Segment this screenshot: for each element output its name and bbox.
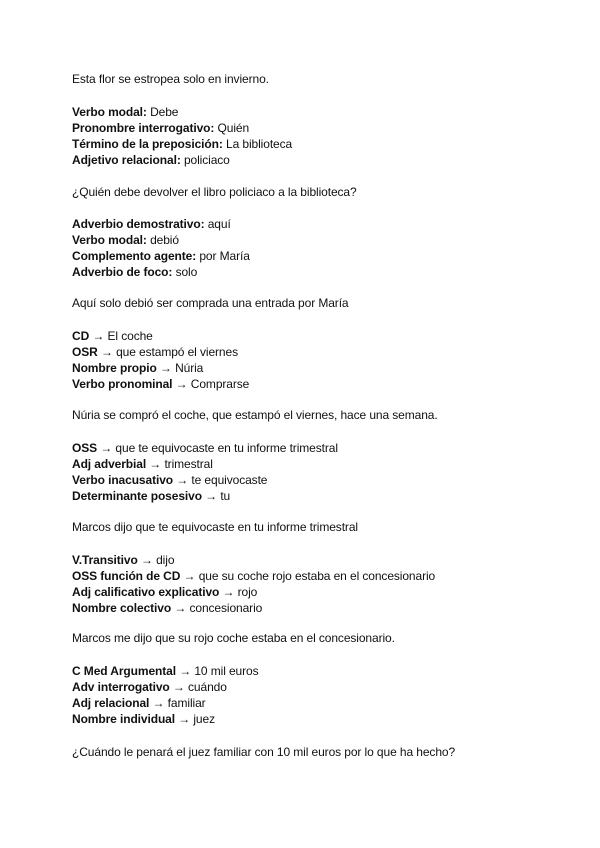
term-value: cuándo (188, 680, 227, 694)
analysis-line (72, 264, 197, 280)
analysis-line (72, 568, 435, 584)
analysis-line (72, 552, 174, 568)
term-label: Verbo modal (72, 105, 143, 119)
term-value: Núria (175, 361, 204, 375)
term-value: que su coche rojo estaba en el concesionario (198, 569, 436, 583)
term-label: Adj adverbial (72, 457, 147, 471)
term-label: Verbo inacusativo (72, 473, 174, 487)
term-separator: : (168, 265, 176, 279)
term-value: Comprarse (190, 377, 250, 391)
term-separator: : (142, 105, 151, 119)
term-separator: → (137, 553, 157, 567)
term-value: 10 mil euros (194, 664, 259, 678)
analysis-line (72, 152, 230, 168)
term-separator: → (97, 441, 116, 455)
term-value: policiaco (183, 153, 230, 167)
term-label: Verbo modal (72, 233, 143, 247)
term-label: Determinante posesivo (72, 489, 202, 503)
analysis-line (72, 104, 178, 120)
term-separator: : (192, 249, 200, 263)
analysis-line (72, 344, 238, 360)
term-separator: → (156, 361, 176, 375)
term-separator: → (172, 377, 191, 391)
term-value: rojo (237, 585, 258, 599)
term-value: familiar (167, 696, 206, 710)
term-value: te equivocaste (191, 473, 268, 487)
example-sentence: Núria se compró el coche, que estampó el viernes, hace una semana. (72, 408, 438, 422)
term-label: Adverbio de foco (72, 265, 169, 279)
term-separator: → (146, 457, 165, 471)
term-label: Pronombre interrogativo (72, 121, 211, 135)
term-separator: : (210, 121, 218, 135)
analysis-line (72, 248, 250, 264)
term-separator: → (180, 569, 199, 583)
analysis-line (72, 376, 249, 392)
term-label: Adv interrogativo (72, 680, 170, 694)
analysis-line (72, 216, 231, 232)
analysis-line (72, 328, 153, 344)
term-label: Complemento agente (72, 249, 193, 263)
term-label: Adjetivo relacional (72, 153, 177, 167)
analysis-line (72, 679, 227, 695)
term-value: que estampó el viernes (116, 345, 238, 359)
term-label: Término de la preposición (72, 137, 219, 151)
term-value: solo (175, 265, 198, 279)
term-value: Quién (217, 121, 250, 135)
term-value: juez (193, 712, 215, 726)
term-value: que te equivocaste en tu informe trimestral (115, 441, 338, 455)
term-separator: → (174, 712, 194, 726)
term-separator: → (175, 664, 195, 678)
term-value: Debe (150, 105, 179, 119)
term-label: OSS función de CD (72, 569, 181, 583)
term-label: Verbo pronominal (72, 377, 173, 391)
analysis-line (72, 584, 257, 600)
term-separator: : (142, 233, 151, 247)
analysis-line (72, 488, 230, 504)
example-sentence: Aquí solo debió ser comprada una entrada por María (72, 296, 349, 310)
analysis-line (72, 456, 213, 472)
term-separator: : (200, 217, 208, 231)
term-value: aquí (207, 217, 231, 231)
term-label: Adj calificativo explicativo (72, 585, 220, 599)
analysis-line (72, 360, 203, 376)
term-label: Adverbio demostrativo (72, 217, 201, 231)
example-sentence: ¿Quién debe devolver el libro policiaco a la biblioteca? (72, 185, 357, 199)
term-separator: → (201, 489, 221, 503)
analysis-line (72, 663, 259, 679)
term-value: por María (199, 249, 250, 263)
term-value: El coche (107, 329, 153, 343)
term-value: tu (220, 489, 231, 503)
example-sentence: ¿Cuándo le penará el juez familiar con 10 mil euros por lo que ha hecho? (72, 745, 456, 759)
term-label: OSR (72, 345, 98, 359)
term-label: OSS (72, 441, 98, 455)
term-separator: → (171, 601, 190, 615)
analysis-line (72, 472, 267, 488)
term-label: Nombre colectivo (72, 601, 172, 615)
analysis-line (72, 136, 292, 152)
term-label: Nombre propio (72, 361, 157, 375)
analysis-line (72, 232, 179, 248)
term-label: V.Transitivo (72, 553, 138, 567)
term-separator: → (219, 585, 238, 599)
term-label: CD (72, 329, 90, 343)
term-value: concesionario (189, 601, 263, 615)
term-label: Adj relacional (72, 696, 150, 710)
example-sentence: Marcos me dijo que su rojo coche estaba en el concesionario. (72, 631, 395, 645)
term-value: debió (150, 233, 179, 247)
analysis-line (72, 440, 338, 456)
term-value: dijo (156, 553, 175, 567)
analysis-line (72, 695, 206, 711)
term-separator: → (89, 329, 108, 343)
term-label: Nombre individual (72, 712, 175, 726)
analysis-line (72, 120, 249, 136)
term-separator: → (169, 680, 189, 694)
term-label: C Med Argumental (72, 664, 176, 678)
term-separator: : (218, 137, 227, 151)
term-separator: → (173, 473, 192, 487)
analysis-line (72, 600, 262, 616)
term-separator: → (97, 345, 117, 359)
term-separator: : (176, 153, 184, 167)
term-value: La biblioteca (226, 137, 293, 151)
term-separator: → (149, 696, 168, 710)
term-value: trimestral (164, 457, 213, 471)
example-sentence: Marcos dijo que te equivocaste en tu informe trimestral (72, 520, 358, 534)
example-sentence: Esta flor se estropea solo en invierno. (72, 72, 269, 86)
analysis-line (72, 711, 215, 727)
